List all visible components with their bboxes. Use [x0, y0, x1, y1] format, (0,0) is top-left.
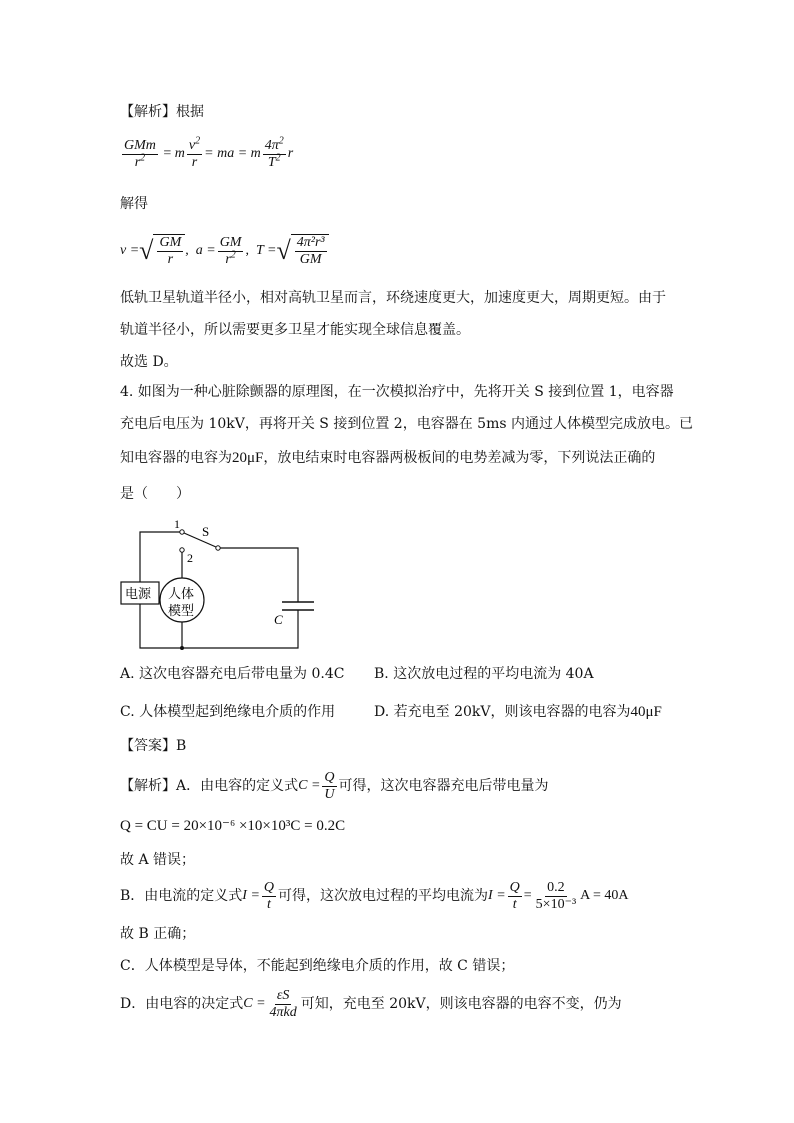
numerator: GM: [159, 235, 182, 250]
orbit-results-equation: v = √ $\frac{GM}{r}$ , a = $\frac{GM}{r^2}$ , T = √ $\frac{\text{4π²r³}}{GM}$: [120, 226, 329, 276]
answer-value: B: [176, 738, 187, 754]
denominator: t: [512, 896, 517, 912]
sqrt-gm-r: √ $\frac{GM}{r}$: [139, 234, 185, 268]
equation-tail: r: [287, 146, 294, 161]
analysis-d-line: [120, 984, 622, 1024]
analysis-a-line: [120, 768, 549, 804]
terminal-1: [180, 530, 184, 534]
exponent: 2: [140, 151, 146, 163]
fraction-v2-r: [187, 134, 202, 171]
exponent: 2: [278, 134, 284, 146]
question-line-3: [120, 448, 655, 468]
answer-line: [120, 736, 186, 756]
numerator: 4π: [264, 137, 279, 153]
fraction-q-t: [262, 880, 276, 913]
equation-middle: = ma = m: [204, 146, 261, 161]
current-result: A = 40A: [580, 888, 629, 903]
numerator: GM: [219, 234, 242, 250]
numerator: Q: [324, 769, 335, 785]
numerator: 4π²r³: [296, 235, 325, 250]
fraction-q-t: [508, 880, 522, 913]
label-model-line-2: 模型: [168, 604, 195, 619]
sqrt-period: √ $\frac{\text{4π²r³}}{GM}$: [276, 234, 328, 268]
fraction-4pi2-t2: [263, 134, 286, 171]
defibrillator-circuit-diagram: [118, 512, 318, 654]
fraction-epsilon-s: [268, 988, 299, 1021]
analysis-d-text: 可知，充电至 20kV，则该电容器的电容不变，仍为: [300, 996, 622, 1012]
paragraph-line-2: 轨道半径小，所以需要更多卫星才能实现全球信息覆盖。: [120, 322, 470, 338]
numerator: εS: [276, 987, 290, 1003]
question-text: ，放电结束时电容器两极板间的电势差减为零，下列说法正确的: [263, 450, 656, 466]
a-symbol: a =: [195, 243, 216, 258]
a-wrong: 故 A 错误；: [120, 852, 196, 868]
analysis-a-text: 可得，这次电容器充电后带电量为: [338, 778, 549, 794]
charge-equation: Q = CU = 20×10⁻⁶ ×10×10³C = 0.2C: [120, 818, 346, 834]
label-position-2: 2: [187, 551, 193, 565]
junction-dot: [180, 646, 184, 650]
solve-label: 解得: [120, 196, 148, 212]
numerator: Q: [509, 879, 520, 895]
analysis-d-text: D．由电容的决定式: [120, 996, 244, 1012]
label-position-1: 1: [174, 517, 180, 531]
fraction-current: [534, 880, 578, 913]
label-capacitor-c: C: [274, 612, 283, 627]
numerator: Q: [263, 879, 275, 895]
analysis-c-line: C．人体模型是导体，不能起到绝缘电介质的作用，故 C 错误；: [120, 958, 515, 974]
wire-right-top: [218, 548, 298, 602]
denominator: GM: [299, 252, 322, 267]
denominator: r: [225, 251, 231, 267]
c-symbol: C =: [243, 996, 266, 1011]
mass-symbol: m: [174, 146, 185, 161]
denominator: T: [267, 154, 276, 170]
analysis-tag: 【解析】: [120, 778, 176, 794]
terminal-2: [180, 548, 184, 552]
choose-answer: 故选 D。: [120, 354, 178, 370]
fraction-gm-r2: [218, 235, 244, 268]
label-switch-s: S: [202, 524, 210, 539]
option-a[interactable]: A. 这次电容器充电后带电量为 0.4C: [120, 666, 345, 682]
numerator: v: [188, 137, 196, 153]
option-d[interactable]: [374, 702, 662, 722]
c-symbol: C =: [298, 778, 321, 793]
denominator: t: [267, 896, 271, 912]
gravity-equation: $\frac{\text{GMm}}{r^2}$ = m $\frac{v^2}{r}$ = ma = m $\frac{4\pi^2}{T^2}$ r: [124, 134, 294, 170]
analysis-text: 根据: [176, 104, 204, 120]
t-symbol: T =: [255, 243, 277, 258]
label-model-line-1: 人体: [168, 587, 195, 602]
exponent: 2: [275, 151, 281, 163]
answer-tag: 【答案】: [120, 738, 176, 754]
capacitance-value: 20μF: [232, 450, 264, 466]
paragraph-line-1: 低轨卫星轨道半径小，相对高轨卫星而言，环绕速度更大，加速度更大，周期更短。由于: [120, 290, 666, 306]
numerator: 0.2: [547, 879, 565, 895]
denominator: U: [324, 786, 335, 802]
analysis-b-text: 可得，这次放电过程的平均电流为: [278, 888, 489, 904]
i-symbol: I =: [488, 888, 506, 903]
analysis-heading: [120, 102, 204, 122]
analysis-b-line: [120, 876, 629, 916]
option-d-text: D. 若充电至 20kV，则该电容器的电容为: [374, 704, 631, 720]
fraction-gmm-r2: [122, 138, 158, 171]
b-right: 故 B 正确；: [120, 926, 196, 942]
denominator: 5×10⁻³: [535, 896, 577, 912]
analysis-tag: 【解析】: [120, 104, 176, 120]
fraction-q-u: [322, 770, 336, 803]
denominator: r: [134, 154, 141, 170]
option-d-value: 40μF: [630, 704, 662, 720]
switch-blade: [184, 533, 216, 547]
denominator: r: [191, 154, 198, 170]
label-power-source: 电源: [125, 587, 152, 602]
question-line-1: 4. 如图为一种心脏除颤器的原理图，在一次模拟治疗中，先将开关 S 接到位置 1，电容器: [120, 384, 674, 400]
question-line-4: 是（ ）: [120, 486, 190, 502]
v-symbol: v =: [120, 243, 140, 258]
switch-pivot: [216, 546, 220, 550]
question-line-2: 充电后电压为 10kV，再将开关 S 接到位置 2，电容器在 5ms 内通过人体模型完成放电。已: [120, 416, 693, 432]
denominator: r: [167, 252, 174, 267]
numerator: GMm: [124, 137, 156, 153]
option-c[interactable]: C. 人体模型起到绝缘电介质的作用: [120, 704, 336, 720]
exponent: 2: [195, 134, 201, 146]
equals-sign: =: [523, 888, 532, 903]
analysis-b-text: B．由电流的定义式: [120, 888, 243, 904]
option-b[interactable]: B. 这次放电过程的平均电流为 40A: [374, 666, 594, 682]
i-symbol: I =: [242, 888, 260, 903]
question-text: 知电容器的电容为: [120, 450, 232, 466]
analysis-a-text: A．由电容的定义式: [176, 778, 299, 794]
exponent: 2: [230, 248, 236, 260]
denominator: 4πkd: [269, 1004, 297, 1020]
wire-top-left: [140, 532, 180, 582]
